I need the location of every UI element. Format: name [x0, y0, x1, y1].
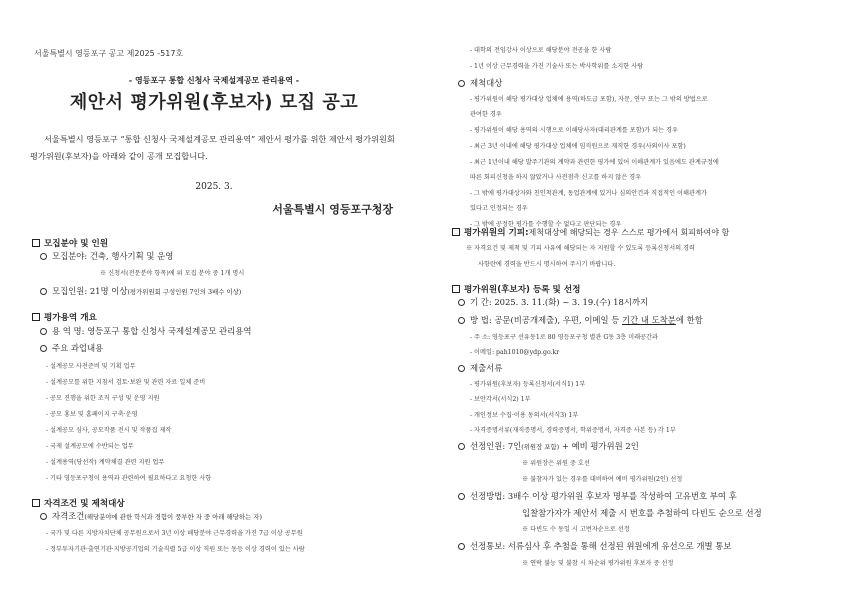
section-heading-avoidance: 평가위원의 기피: 제척대상에 해당되는 경우 스스로 평가에서 회피하여야 함: [452, 226, 729, 238]
circle-bullet-icon: [458, 543, 465, 550]
recruit-field-note: ※ 신청서(전문분야 항목)에 위 모집 분야 중 1개 명시: [100, 270, 245, 277]
submission-email: - 이메일: pah1010@ydp.go.kr: [470, 349, 560, 356]
notice-date: 2025. 3.: [195, 182, 233, 192]
task-item: - 공모 홍보 및 홈페이지 구축·운영: [46, 411, 138, 418]
task-item: - 설계공모 사전준비 및 기획 업무: [46, 363, 136, 370]
recruit-field: 모집분야: 건축, 행사기획 및 운영: [40, 251, 173, 261]
document-item: - 보안각서(서식2) 1부: [470, 396, 531, 403]
circle-bullet-icon: [458, 80, 465, 87]
circle-bullet-icon: [458, 493, 465, 500]
task-item: - 설계공모를 위한 지침서 검토·보완 및 관련 자료 일체 준비: [46, 379, 206, 386]
task-item: - 공모 진행을 위한 조직 구성 및 운영 지원: [46, 395, 160, 402]
task-item: - 설계공모 심사, 공모작품 전시 및 작품집 제작: [46, 427, 172, 434]
exclusion-item: - 그 밖에 평가대상자와 친인척관계, 동업관계에 있거나 심의안건과 직접적인 이해관계가: [470, 190, 707, 197]
task-item: - 국제 설계공모에 수반되는 업무: [46, 443, 134, 450]
documents-title: 제출서류: [458, 363, 502, 373]
exclusion-title: 제척대상: [458, 78, 502, 88]
square-bullet-icon: [452, 228, 460, 236]
document-item: - 평가위원(후보자) 등록신청서(서식1) 1부: [470, 381, 586, 388]
exclusion-item: - 최근 1년이내 해당 발주기관의 계약과 관련한 평가에 있어 이해관계가 있음에도 관계규정에: [470, 159, 719, 166]
selection-method-note: ※ 다빈도 수 동일 시 고번자순으로 선정: [522, 526, 630, 533]
selection-method: 선정방법: 3배수 이상 평가위원 후보자 명부를 작성하여 고유번호 부여 후: [458, 491, 737, 501]
square-bullet-icon: [32, 499, 40, 507]
exclusion-item: - 평가위원이 해당 평가대상 업체에 용역(하도급 포함), 자문, 연구 또는 그 밖의 방법으로: [470, 96, 708, 103]
exclusion-item: 관여한 경우: [470, 111, 502, 118]
qualification-item: - 대학의 전임강사 이상으로 해당분야 전공을 한 사람: [470, 47, 612, 54]
exclusion-item: - 최근 3년 이내에 해당 평가대상 업체에 임직원으로 재직한 경우(사외이사 포함): [470, 143, 686, 150]
registration-period: 기 간: 2025. 3. 11.(화) ~ 3. 19.(수) 18시까지: [458, 297, 648, 307]
task-item: - 기타 영등포구청이 용역과 관련하여 필요하다고 요청한 사항: [46, 475, 212, 482]
task-item: - 설계용역(당선작) 계약체결 관련 지원 업무: [46, 459, 165, 466]
circle-bullet-icon: [458, 443, 465, 450]
qualification-item: - 국가 및 다른 지방자치단체 공무원으로서 3년 이상 해당분야 근무경력을 가진 7급 이상 공무원: [46, 530, 303, 537]
circle-bullet-icon: [458, 365, 465, 372]
avoidance-note: 사항란에 경력을 반드시 명시하여 주시기 바랍니다.: [478, 261, 616, 268]
recruit-count: 모집인원: 21명 이상(평가위원회 구성인원 7인의 3배수 이상): [40, 286, 241, 297]
intro-paragraph: 서울특별시 영등포구 “통합 신청사 국제설계공모 관리용역” 제안서 평가를 위한 제안서 평가위원회 평가위원(후보자)을 아래와 같이 공개 모집합니다.: [30, 134, 395, 161]
registration-method: 방 법: 공문(비공개제출), 우편, 이메일 등 기간 내 도착분에 한함: [458, 315, 703, 325]
exclusion-item: - 그 밖에 공정한 평가를 수행할 수 없다고 판단되는 경우: [470, 221, 622, 228]
circle-bullet-icon: [40, 345, 47, 352]
notification-note: ※ 연락 불능 및 불참 시 차순위 평가위원 후보자 중 선정: [522, 560, 674, 567]
selection-method-cont: 입찰참가자가 제안서 제출 시 번호를 추첨하여 다빈도 순으로 선정: [522, 508, 762, 518]
circle-bullet-icon: [458, 299, 465, 306]
circle-bullet-icon: [40, 328, 47, 335]
qualification-item: - 정부투자기관·출연기관·지방공기업의 기술직렬 5급 이상 직원 또는 동등 이상 경력이 있는 사람: [46, 546, 305, 553]
section-heading-recruitment: 모집분야 및 인원: [32, 237, 108, 249]
circle-bullet-icon: [40, 513, 47, 520]
square-bullet-icon: [32, 313, 40, 321]
selection-notification: 선정통보: 서류심사 후 추첨을 통해 선정된 위원에게 유선으로 개별 통보: [458, 541, 731, 551]
section-heading-qualifications: 자격조건 및 제척대상: [32, 497, 125, 509]
avoidance-note: ※ 자격요건 및 제척 및 기피 사유에 해당되는 자 지원할 수 있도록 등록신청서의 경력: [466, 245, 695, 252]
selection-note: ※ 불참자가 있는 경우를 대비하여 예비 평가위원(2인) 선정: [522, 476, 683, 483]
notice-subtitle: - 영등포구 통합 신청사 국제설계공모 관리용역 -: [128, 76, 300, 85]
qualification-item: - 1년 이상 근무경력을 가진 기술사 또는 박사학위를 소지한 사람: [470, 63, 644, 70]
submission-address: - 주 소: 영등포구 선유동1로 80 영등포구청 별관 G동 3층 미래공간과: [470, 334, 658, 341]
service-name: 용 역 명: 영등포구 통합 신청사 국제설계공모 관리용역: [40, 326, 251, 336]
exclusion-item: - 평가위원이 해당 용역의 시행으로 이해당사자(대리관계를 포함)가 되는 경우: [470, 127, 678, 134]
tasks-title: 주요 과업내용: [40, 343, 103, 353]
section-heading-overview: 평가용역 개요: [32, 311, 97, 323]
issuing-org: 서울특별시 영등포구청장: [272, 203, 393, 216]
exclusion-item: 따른 회피신청을 하지 않았거나 사전점측 신고를 하지 않은 경우: [470, 174, 642, 181]
selection-count: 선정인원: 7인(위원장 포함) + 예비 평가위원 2인: [458, 441, 639, 452]
notice-number: 서울특별시 영등포구 공고 제2025 -517호: [34, 49, 184, 58]
exclusion-item: 있다고 인정되는 경우: [470, 205, 528, 212]
document-item: - 자격증명서류(재직증명서, 경력증명서, 학위증명서, 자격증 사본 등) 각 1부: [470, 427, 676, 434]
document-item: - 개인정보 수집·이용 동의서(서식3) 1부: [470, 412, 579, 419]
square-bullet-icon: [452, 285, 460, 293]
selection-note: ※ 위원장은 위원 중 호선: [522, 460, 590, 467]
circle-bullet-icon: [40, 253, 47, 260]
qualification-title: 자격조건(해당분야에 관한 학식과 경험이 풍부한 자 중 아래 해당하는 자): [40, 511, 262, 522]
circle-bullet-icon: [40, 288, 47, 295]
notice-title: 제안서 평가위원(후보자) 모집 공고: [69, 92, 359, 113]
square-bullet-icon: [32, 239, 40, 247]
section-heading-registration: 평가위원(후보자) 등록 및 선정: [452, 283, 580, 295]
circle-bullet-icon: [458, 317, 465, 324]
